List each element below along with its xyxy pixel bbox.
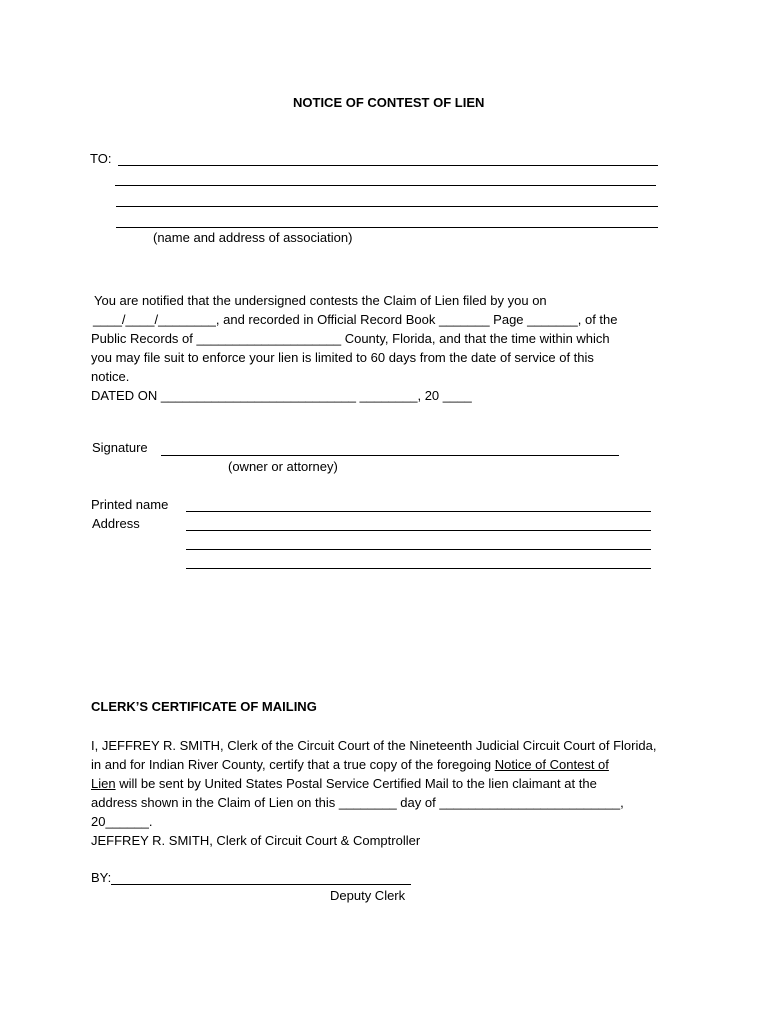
address-line-3[interactable] [186,568,651,569]
notice-reference-link-end: Lien [91,776,116,791]
to-label: TO: [90,151,112,166]
notice-line-1: You are notified that the undersigned contests the Claim of Lien filed by you on [94,293,547,308]
notice-line-3: Public Records of ____________________ County, Florida, and that the time within which [91,331,610,346]
notice-line-4: you may file suit to enforce your lien is limited to 60 days from the date of service of this [91,350,594,365]
deputy-signature-line[interactable] [111,884,411,885]
signature-caption: (owner or attorney) [228,459,338,474]
certificate-line-5: 20______. [91,814,153,829]
certificate-line-2 [91,755,609,774]
address-line-1[interactable] [186,530,651,531]
address-line-2[interactable] [186,549,651,550]
certificate-heading: CLERK’S CERTIFICATE OF MAILING [91,699,317,714]
to-line-2[interactable] [115,185,656,186]
address-label: Address [92,516,140,531]
printed-name-label: Printed name [91,497,169,512]
printed-name-line[interactable] [186,511,651,512]
to-line-4[interactable] [116,227,658,228]
to-caption: (name and address of association) [153,230,353,245]
certificate-line-2-text: in and for Indian River County, certify that a true copy of the foregoing [91,757,495,772]
dated-on-line: DATED ON ___________________________ ________, 20 ____ [91,388,472,403]
certificate-line-4: address shown in the Claim of Lien on this ________ day of _________________________, [91,795,624,810]
to-line-3[interactable] [116,206,658,207]
certificate-line-3 [91,774,597,793]
certificate-line-6: JEFFREY R. SMITH, Clerk of Circuit Court & Comptroller [91,833,421,848]
signature-line[interactable] [161,455,619,456]
certificate-line-3-text: will be sent by United States Postal Service Certified Mail to the lien claimant at the [115,776,597,791]
certificate-line-1: I, JEFFREY R. SMITH, Clerk of the Circuit Court of the Nineteenth Judicial Circuit Court of Florida, [91,738,657,753]
notice-reference-link: Notice of Contest of [494,757,609,772]
notice-line-2: ____/____/________, and recorded in Official Record Book _______ Page _______, of the [93,312,618,327]
signature-label: Signature [92,440,148,455]
deputy-clerk-caption: Deputy Clerk [330,888,406,903]
notice-line-5: notice. [91,369,130,384]
to-line-1[interactable] [118,165,658,166]
document-title: NOTICE OF CONTEST OF LIEN [293,95,485,110]
by-label: BY: [91,870,112,885]
